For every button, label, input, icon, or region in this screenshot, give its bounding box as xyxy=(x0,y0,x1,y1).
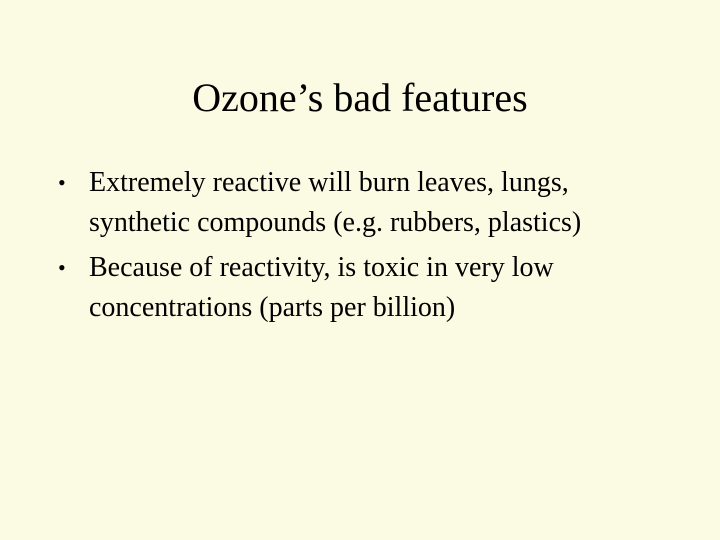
bullet-marker: • xyxy=(58,170,66,195)
bullet-line: concentrations (parts per billion) xyxy=(89,292,456,323)
bullet-line: synthetic compounds (e.g. rubbers, plastics) xyxy=(89,207,582,238)
bullet-item-toxic xyxy=(58,248,698,328)
slide-title: Ozone’s bad features xyxy=(192,75,528,120)
bullet-marker: • xyxy=(58,255,66,280)
bullet-item-reactive xyxy=(58,163,698,243)
bullet-list xyxy=(58,163,698,333)
bullet-line: Extremely reactive will burn leaves, lungs, xyxy=(89,167,569,198)
bullet-line: Because of reactivity, is toxic in very low xyxy=(89,252,554,283)
